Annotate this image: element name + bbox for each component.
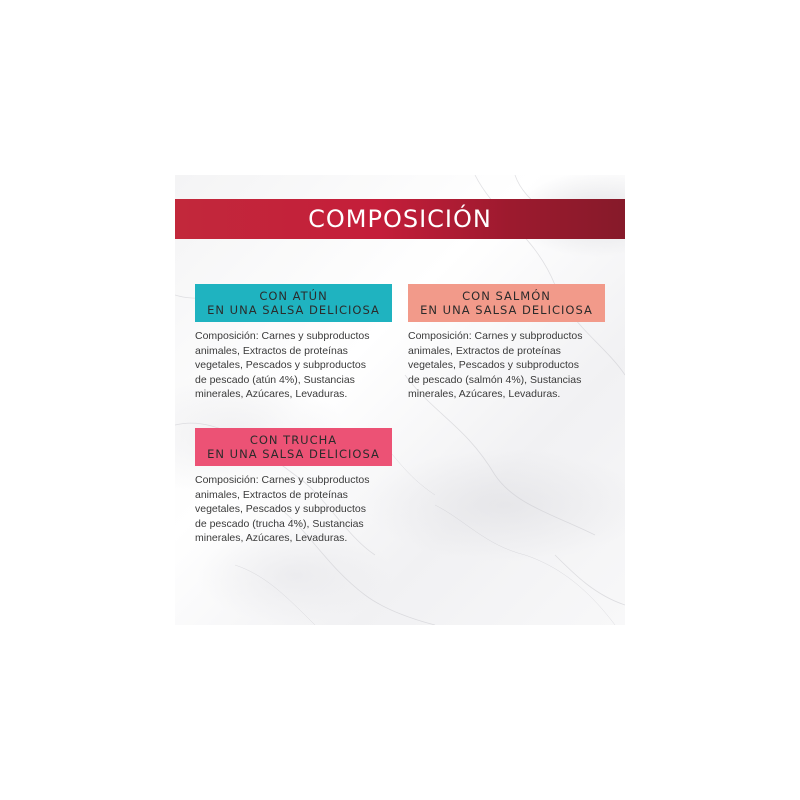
label-trucha-line2: EN UNA SALSA DELICIOSA <box>207 447 380 461</box>
label-salmon-line2: EN UNA SALSA DELICIOSA <box>420 303 593 317</box>
description-salmon <box>408 329 608 402</box>
description-line: vegetales, Pescados y subproductos <box>408 359 580 372</box>
description-line: de pescado (salmón 4%), Sustancias <box>408 373 582 386</box>
description-atun <box>195 329 395 402</box>
description-line: de pescado (atún 4%), Sustancias <box>195 373 355 386</box>
description-line: vegetales, Pescados y subproductos <box>195 503 367 516</box>
description-line: animales, Extractos de proteínas <box>195 344 348 357</box>
label-atun <box>195 284 392 322</box>
description-line: Composición: Carnes y subproductos <box>195 474 370 486</box>
description-line: animales, Extractos de proteínas <box>195 488 348 501</box>
label-trucha <box>195 428 392 466</box>
label-trucha-line1: CON TRUCHA <box>249 433 338 447</box>
page-title: COMPOSICIÓN <box>308 205 492 233</box>
description-line: vegetales, Pescados y subproductos <box>195 359 367 372</box>
description-line: minerales, Azúcares, Levaduras. <box>195 388 348 401</box>
description-line: minerales, Azúcares, Levaduras. <box>195 532 348 545</box>
description-line: Composición: Carnes y subproductos <box>195 330 370 342</box>
description-line: Composición: Carnes y subproductos <box>408 330 583 342</box>
composition-panel <box>175 175 625 625</box>
description-line: animales, Extractos de proteínas <box>408 344 561 357</box>
description-line: minerales, Azúcares, Levaduras. <box>408 388 561 401</box>
label-salmon <box>408 284 605 322</box>
label-atun-line2: EN UNA SALSA DELICIOSA <box>207 303 380 317</box>
description-line: de pescado (trucha 4%), Sustancias <box>195 517 364 530</box>
description-trucha <box>195 473 395 546</box>
label-salmon-line1: CON SALMÓN <box>462 289 551 303</box>
title-banner <box>175 199 625 239</box>
label-atun-line1: CON ATÚN <box>259 289 328 303</box>
